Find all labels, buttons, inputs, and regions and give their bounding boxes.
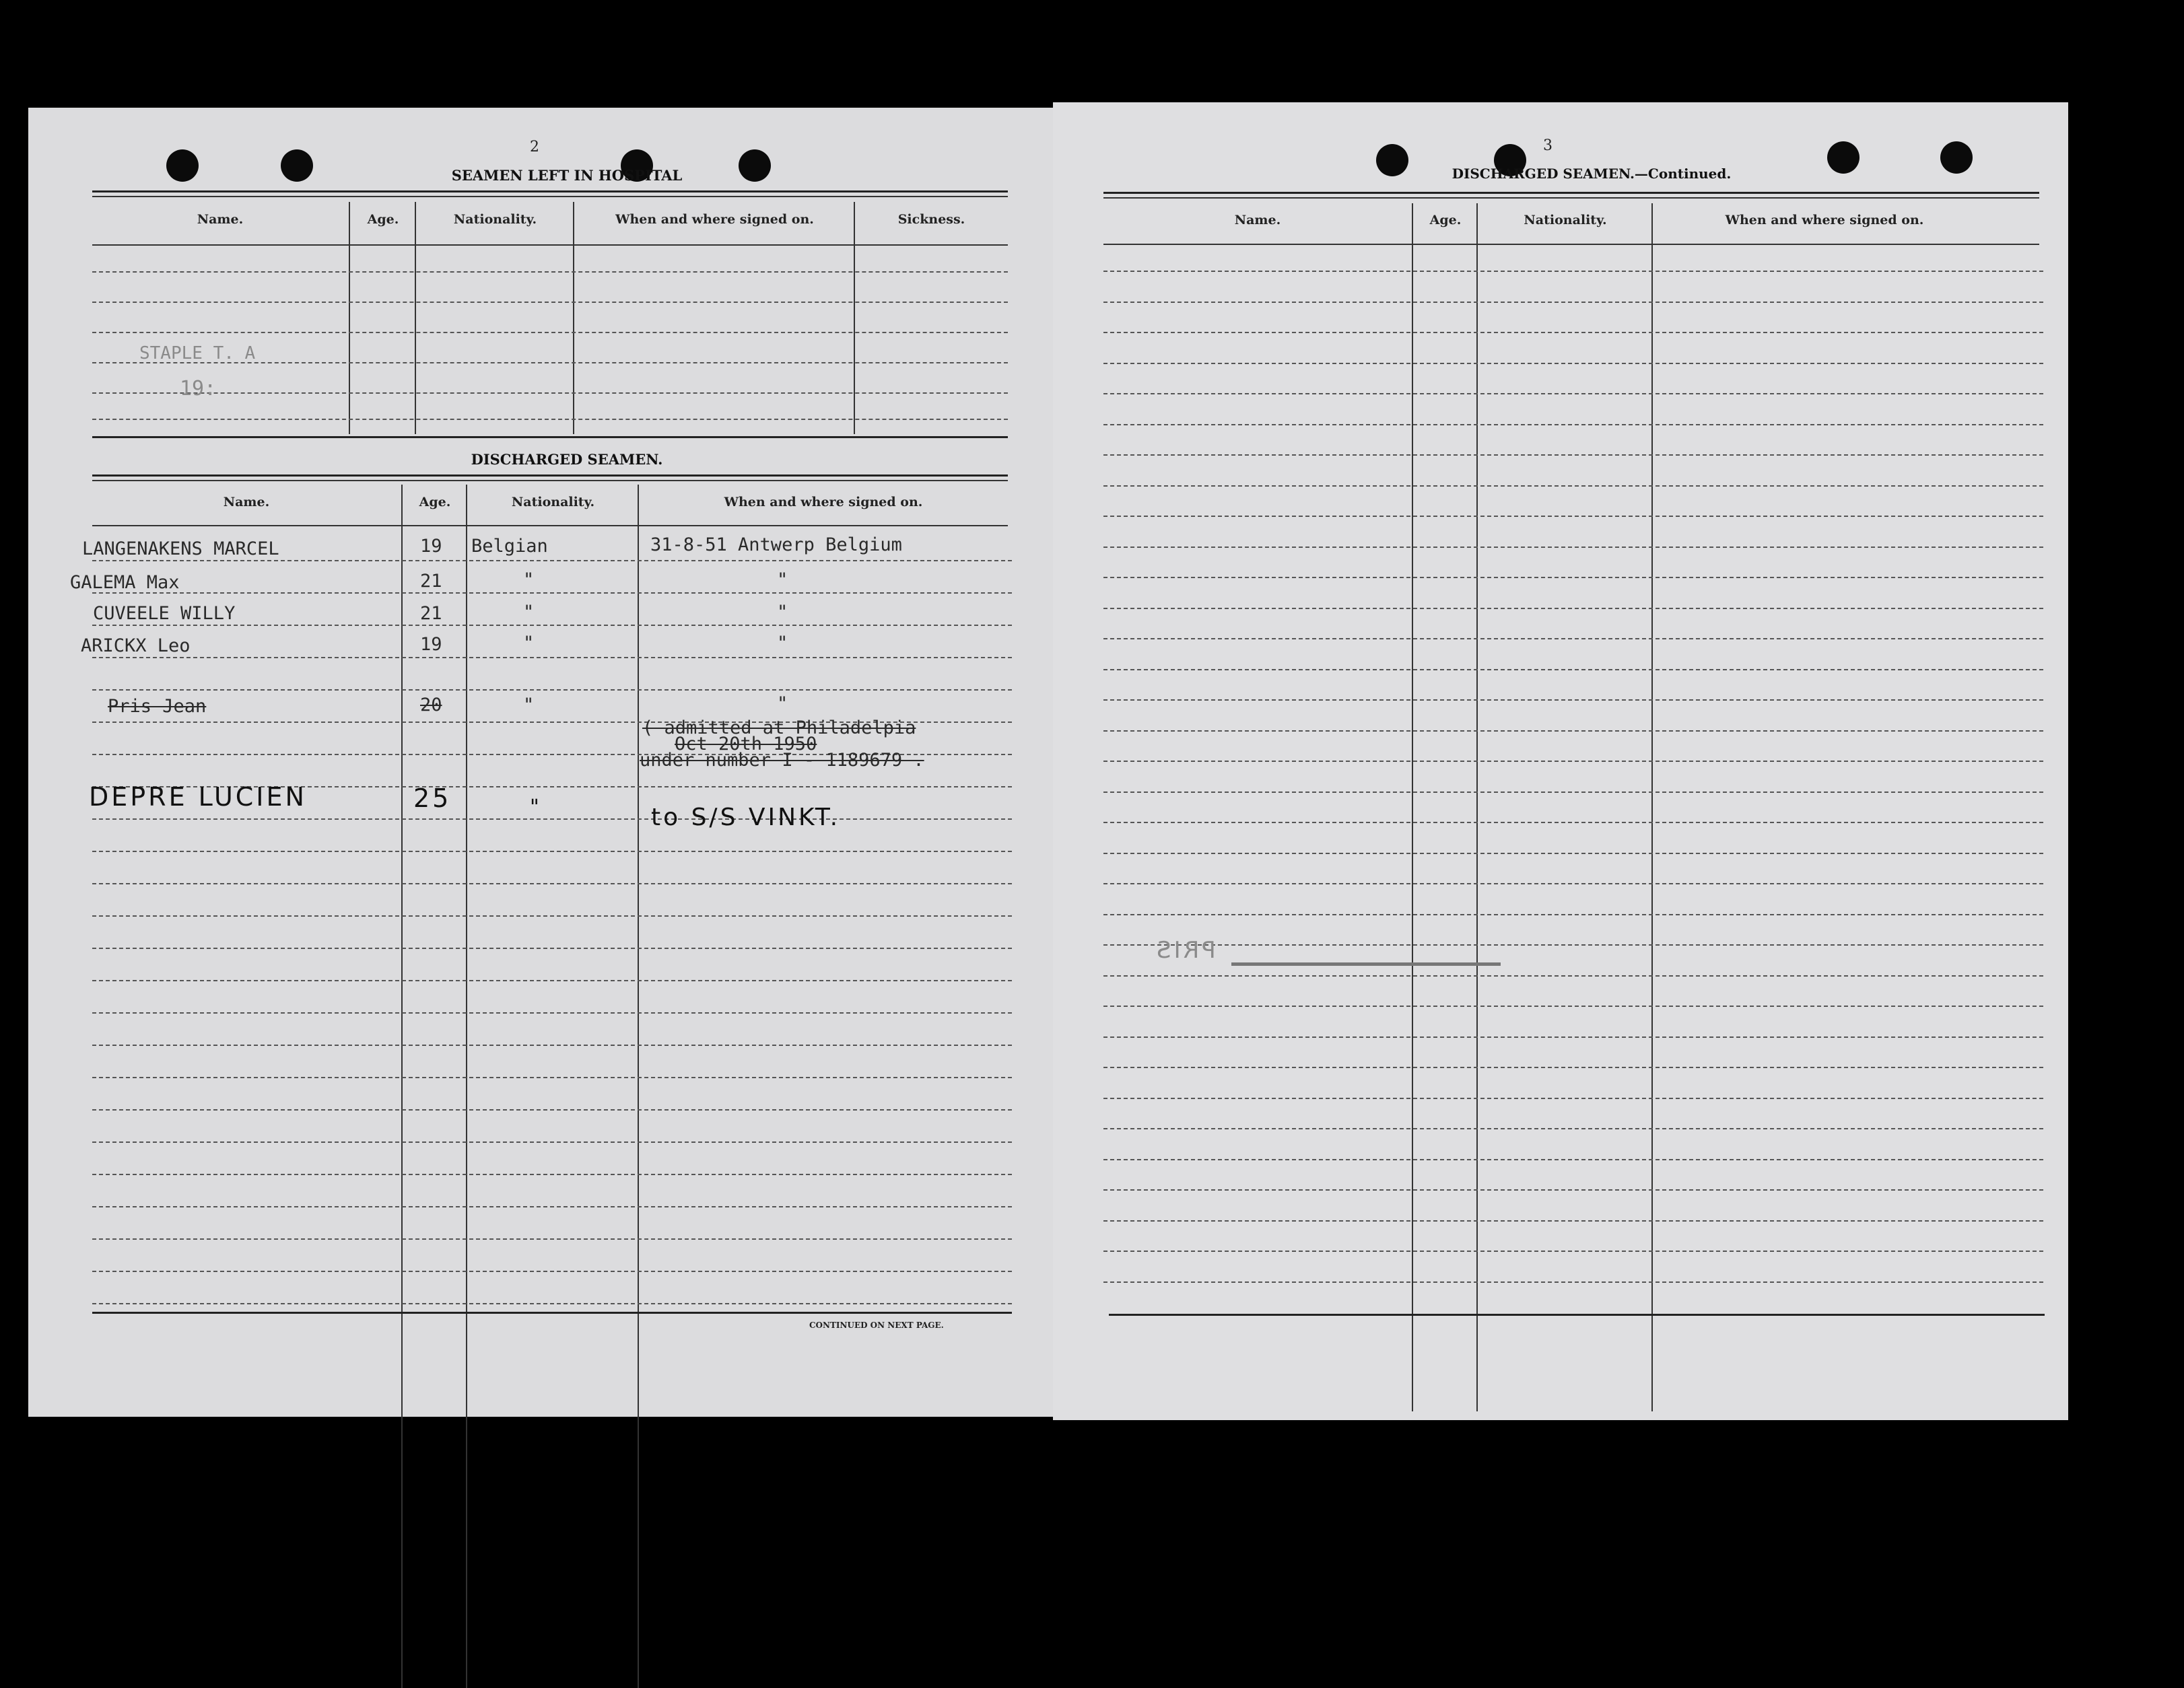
- dotted-rule: [92, 818, 1012, 820]
- dotted-rule: [1103, 363, 2043, 364]
- dotted-rule: [92, 1045, 1012, 1046]
- handwritten-nationality: ": [530, 796, 542, 819]
- seaman-signed-on: ": [777, 569, 788, 590]
- rule: [92, 190, 1008, 192]
- dotted-rule: [92, 1238, 1012, 1240]
- strike-mark: [1231, 962, 1501, 966]
- column-header-sickness: Sickness.: [897, 212, 965, 227]
- rule: [1103, 197, 2039, 199]
- dotted-rule: [1103, 792, 2043, 793]
- dotted-rule: [92, 657, 1012, 658]
- dotted-rule: [1103, 853, 2043, 854]
- rule: [1109, 1314, 2045, 1316]
- dotted-rule: [1103, 454, 2043, 456]
- rule: [92, 525, 1008, 526]
- dotted-rule: [1103, 1128, 2043, 1129]
- column-divider: [573, 202, 574, 434]
- seaman-age: 19: [420, 634, 442, 655]
- dotted-rule: [1103, 883, 2043, 884]
- right-section-title: DISCHARGED SEAMEN.—Continued.: [1452, 166, 1732, 182]
- dotted-rule: [1103, 730, 2043, 732]
- continued-note: CONTINUED ON NEXT PAGE.: [809, 1321, 944, 1330]
- dotted-rule: [1103, 1098, 2043, 1099]
- dotted-rule: [92, 625, 1012, 626]
- faint-mark: PRIS: [1154, 937, 1216, 964]
- column-divider: [401, 485, 403, 1688]
- dotted-rule: [92, 419, 1008, 420]
- seaman-nationality: ": [523, 633, 535, 654]
- column-divider: [1476, 203, 1478, 1411]
- punch-hole: [281, 149, 313, 182]
- column-header-age: Age.: [367, 212, 399, 227]
- admitted-note: Oct 20th 1950: [675, 734, 817, 754]
- dotted-rule: [1103, 1220, 2043, 1222]
- dotted-rule: [1103, 1036, 2043, 1038]
- dotted-rule: [92, 948, 1012, 949]
- dotted-rule: [1103, 332, 2043, 333]
- dotted-rule: [92, 1109, 1012, 1111]
- rule: [92, 480, 1008, 481]
- dotted-rule: [1103, 1189, 2043, 1191]
- dotted-rule: [92, 1271, 1012, 1272]
- seaman-signed-on: ": [777, 693, 788, 714]
- dotted-rule: [1103, 608, 2043, 609]
- rule: [92, 436, 1008, 438]
- seaman-nationality: ": [523, 569, 535, 590]
- dotted-rule: [92, 1012, 1012, 1014]
- dotted-rule: [1103, 271, 2043, 272]
- dotted-rule: [92, 980, 1012, 981]
- rule: [92, 474, 1008, 477]
- column-divider: [1651, 203, 1653, 1411]
- punch-hole: [166, 149, 199, 182]
- punch-hole: [1940, 141, 1973, 174]
- column-divider: [415, 202, 416, 434]
- column-header-age: Age.: [419, 495, 451, 509]
- seaman-nationality: ": [523, 695, 535, 715]
- dotted-rule: [1103, 1159, 2043, 1160]
- dotted-rule: [92, 1174, 1012, 1175]
- seaman-nationality: ": [523, 602, 535, 623]
- column-header-nationality: Nationality.: [511, 495, 595, 509]
- column-divider: [638, 485, 639, 1688]
- dotted-rule: [92, 271, 1008, 273]
- dotted-rule: [1103, 424, 2043, 425]
- dotted-rule: [1103, 302, 2043, 303]
- dotted-rule: [1103, 975, 2043, 977]
- dotted-rule: [92, 1141, 1012, 1143]
- column-header-nationality: Nationality.: [453, 212, 537, 227]
- handwritten-signed-on: to S/S VINKT.: [651, 804, 841, 831]
- column-header-nationality: Nationality.: [1524, 213, 1607, 227]
- seaman-age: 21: [420, 571, 442, 592]
- hospital-section-title: SEAMEN LEFT IN HOSPITAL: [451, 167, 683, 184]
- dotted-rule: [92, 332, 1008, 333]
- dotted-rule: [92, 1303, 1012, 1304]
- column-header-name: Name.: [197, 212, 244, 227]
- rule: [92, 1312, 1012, 1314]
- dotted-rule: [92, 851, 1012, 852]
- punch-hole: [1827, 141, 1859, 174]
- dotted-rule: [1103, 1281, 2043, 1283]
- dotted-rule: [1103, 547, 2043, 548]
- discharged-section-title: DISCHARGED SEAMEN.: [471, 451, 663, 468]
- dotted-rule: [1103, 699, 2043, 701]
- rule: [92, 244, 1008, 246]
- dotted-rule: [1103, 944, 2043, 946]
- dotted-rule: [1103, 516, 2043, 517]
- seaman-age: 21: [420, 603, 442, 624]
- dotted-rule: [1103, 1006, 2043, 1007]
- column-header-signed-on: When and where signed on.: [1725, 213, 1924, 227]
- dotted-rule: [1103, 761, 2043, 762]
- dotted-rule: [1103, 577, 2043, 578]
- dotted-rule: [1103, 669, 2043, 670]
- dotted-rule: [1103, 485, 2043, 487]
- handwritten-name: DEPRE LUCIEN: [89, 782, 307, 812]
- column-divider: [466, 485, 467, 1688]
- column-header-name: Name.: [1234, 213, 1281, 227]
- dotted-rule: [1103, 1251, 2043, 1252]
- dotted-rule: [1103, 638, 2043, 639]
- column-header-age: Age.: [1429, 213, 1462, 227]
- seaman-name: CUVEELE WILLY: [93, 603, 236, 624]
- dotted-rule: [1103, 393, 2043, 394]
- seaman-name: ARICKX Leo: [81, 635, 191, 656]
- rule: [92, 196, 1008, 197]
- column-header-signed-on: When and where signed on.: [724, 495, 923, 509]
- dotted-rule: [92, 592, 1012, 594]
- seaman-name: GALEMA Max: [70, 572, 180, 593]
- dotted-rule: [92, 915, 1012, 917]
- dotted-rule: [92, 1206, 1012, 1207]
- dotted-rule: [92, 392, 1008, 394]
- dotted-rule: [1103, 822, 2043, 823]
- left-page: [28, 108, 1053, 1417]
- dotted-rule: [92, 302, 1008, 303]
- dotted-rule: [92, 883, 1012, 884]
- seaman-signed-on: ": [777, 602, 788, 623]
- column-divider: [349, 202, 350, 434]
- dotted-rule: [92, 1077, 1012, 1078]
- page-number: 3: [1543, 137, 1552, 154]
- seaman-name-struck: Pris Jean: [108, 696, 207, 717]
- dotted-rule: [1103, 914, 2043, 915]
- seaman-age-struck: 20: [420, 695, 442, 715]
- rule: [1103, 244, 2039, 245]
- admitted-note: ( admitted at Philadelpia: [642, 717, 916, 738]
- seaman-signed-on: 31-8-51 Antwerp Belgium: [650, 534, 902, 555]
- column-header-signed-on: When and where signed on.: [615, 212, 814, 227]
- right-page: [1053, 102, 2068, 1420]
- dotted-rule: [1103, 1067, 2043, 1068]
- dotted-rule: [92, 560, 1012, 561]
- dotted-rule: [92, 689, 1012, 691]
- column-header-name: Name.: [223, 495, 270, 509]
- rule: [1103, 192, 2039, 194]
- seaman-nationality: Belgian: [471, 536, 548, 557]
- faint-mark: 19:: [180, 377, 217, 400]
- seaman-name: LANGENAKENS MARCEL: [82, 538, 279, 559]
- page-number: 2: [530, 139, 539, 155]
- handwritten-age: 25: [413, 783, 452, 813]
- seaman-signed-on: ": [777, 633, 788, 654]
- admitted-note: under number I - 1189679 .: [640, 750, 924, 771]
- faint-mark: STAPLE T. A: [139, 343, 256, 363]
- column-divider: [1412, 203, 1413, 1411]
- seaman-age: 19: [420, 536, 442, 557]
- column-divider: [854, 202, 855, 434]
